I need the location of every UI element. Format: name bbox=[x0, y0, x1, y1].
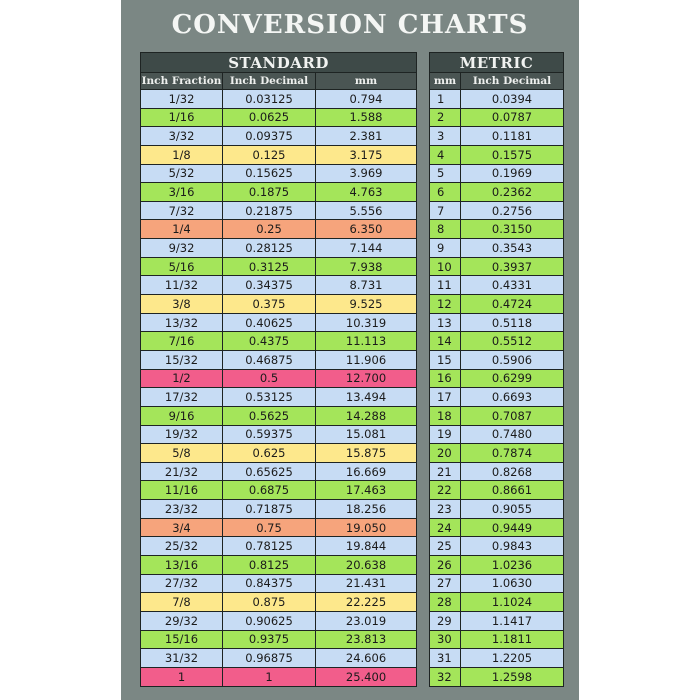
cell-decimal: 0.2362 bbox=[461, 183, 564, 202]
cell-decimal: 0.8125 bbox=[223, 556, 316, 575]
table-row bbox=[141, 611, 417, 630]
cell-mm: 1 bbox=[430, 90, 461, 109]
table-row bbox=[430, 313, 564, 332]
table-row bbox=[141, 481, 417, 500]
cell-mm: 8.731 bbox=[316, 276, 417, 295]
table-row bbox=[430, 220, 564, 239]
cell-fraction: 23/32 bbox=[141, 500, 223, 519]
table-row bbox=[141, 276, 417, 295]
cell-decimal: 0.6875 bbox=[223, 481, 316, 500]
table-row bbox=[430, 257, 564, 276]
cell-decimal: 0.71875 bbox=[223, 500, 316, 519]
cell-decimal: 0.4331 bbox=[461, 276, 564, 295]
cell-mm: 3 bbox=[430, 127, 461, 146]
cell-mm: 5 bbox=[430, 164, 461, 183]
cell-decimal: 0.21875 bbox=[223, 201, 316, 220]
table-row bbox=[430, 201, 564, 220]
cell-decimal: 0.25 bbox=[223, 220, 316, 239]
table-row bbox=[430, 611, 564, 630]
cell-mm: 3.175 bbox=[316, 145, 417, 164]
col-header-inch-fraction: Inch Fraction bbox=[141, 73, 223, 90]
table-row bbox=[430, 164, 564, 183]
cell-decimal: 0.84375 bbox=[223, 574, 316, 593]
cell-mm: 19.844 bbox=[316, 537, 417, 556]
cell-fraction: 9/16 bbox=[141, 406, 223, 425]
cell-decimal: 0.59375 bbox=[223, 425, 316, 444]
cell-decimal: 0.8268 bbox=[461, 462, 564, 481]
cell-decimal: 0.15625 bbox=[223, 164, 316, 183]
cell-mm: 11.906 bbox=[316, 350, 417, 369]
cell-decimal: 0.8661 bbox=[461, 481, 564, 500]
cell-mm: 3.969 bbox=[316, 164, 417, 183]
cell-decimal: 0.09375 bbox=[223, 127, 316, 146]
table-row bbox=[141, 90, 417, 109]
cell-mm: 1.588 bbox=[316, 108, 417, 127]
cell-mm: 6 bbox=[430, 183, 461, 202]
cell-decimal: 0.9055 bbox=[461, 500, 564, 519]
cell-mm: 16.669 bbox=[316, 462, 417, 481]
cell-decimal: 0.96875 bbox=[223, 649, 316, 668]
cell-mm: 14 bbox=[430, 332, 461, 351]
cell-decimal: 0.9843 bbox=[461, 537, 564, 556]
cell-fraction: 13/32 bbox=[141, 313, 223, 332]
table-row bbox=[430, 537, 564, 556]
cell-decimal: 0.5 bbox=[223, 369, 316, 388]
cell-decimal: 1.2598 bbox=[461, 667, 564, 686]
cell-decimal: 0.7874 bbox=[461, 444, 564, 463]
table-row bbox=[141, 462, 417, 481]
cell-decimal: 0.6299 bbox=[461, 369, 564, 388]
cell-mm: 26 bbox=[430, 556, 461, 575]
col-header-inch-decimal: Inch Decimal bbox=[461, 73, 564, 90]
cell-mm: 22.225 bbox=[316, 593, 417, 612]
cell-mm: 20.638 bbox=[316, 556, 417, 575]
cell-decimal: 1.1024 bbox=[461, 593, 564, 612]
cell-mm: 15 bbox=[430, 350, 461, 369]
table-row bbox=[141, 108, 417, 127]
cell-fraction: 5/32 bbox=[141, 164, 223, 183]
cell-mm: 30 bbox=[430, 630, 461, 649]
table-row bbox=[430, 574, 564, 593]
cell-decimal: 1.1811 bbox=[461, 630, 564, 649]
cell-decimal: 0.9449 bbox=[461, 518, 564, 537]
cell-mm: 17 bbox=[430, 388, 461, 407]
table-row bbox=[141, 295, 417, 314]
cell-mm: 2 bbox=[430, 108, 461, 127]
table-row bbox=[430, 332, 564, 351]
cell-fraction: 21/32 bbox=[141, 462, 223, 481]
cell-decimal: 0.7480 bbox=[461, 425, 564, 444]
table-row bbox=[430, 518, 564, 537]
cell-fraction: 5/16 bbox=[141, 257, 223, 276]
cell-mm: 7.144 bbox=[316, 239, 417, 258]
table-row bbox=[141, 518, 417, 537]
cell-mm: 25.400 bbox=[316, 667, 417, 686]
cell-decimal: 0.34375 bbox=[223, 276, 316, 295]
cell-fraction: 1 bbox=[141, 667, 223, 686]
cell-decimal: 0.3937 bbox=[461, 257, 564, 276]
cell-decimal: 0.90625 bbox=[223, 611, 316, 630]
table-row bbox=[430, 500, 564, 519]
cell-fraction: 5/8 bbox=[141, 444, 223, 463]
col-header-mm: mm bbox=[316, 73, 417, 90]
cell-mm: 17.463 bbox=[316, 481, 417, 500]
cell-decimal: 0.5625 bbox=[223, 406, 316, 425]
cell-mm: 10 bbox=[430, 257, 461, 276]
table-row bbox=[430, 630, 564, 649]
table-row bbox=[141, 500, 417, 519]
table-row bbox=[430, 462, 564, 481]
cell-mm: 5.556 bbox=[316, 201, 417, 220]
table-row bbox=[141, 667, 417, 686]
cell-decimal: 0.5118 bbox=[461, 313, 564, 332]
standard-table-body bbox=[141, 90, 417, 687]
cell-decimal: 0.1181 bbox=[461, 127, 564, 146]
table-row bbox=[141, 332, 417, 351]
cell-decimal: 0.1875 bbox=[223, 183, 316, 202]
table-row bbox=[430, 145, 564, 164]
cell-mm: 21 bbox=[430, 462, 461, 481]
table-row bbox=[141, 220, 417, 239]
cell-mm: 16 bbox=[430, 369, 461, 388]
col-header-inch-decimal: Inch Decimal bbox=[223, 73, 316, 90]
cell-mm: 12 bbox=[430, 295, 461, 314]
cell-fraction: 3/32 bbox=[141, 127, 223, 146]
table-row bbox=[141, 369, 417, 388]
cell-mm: 24 bbox=[430, 518, 461, 537]
cell-decimal: 0.875 bbox=[223, 593, 316, 612]
cell-decimal: 0.4375 bbox=[223, 332, 316, 351]
cell-fraction: 7/32 bbox=[141, 201, 223, 220]
cell-fraction: 9/32 bbox=[141, 239, 223, 258]
cell-decimal: 1.1417 bbox=[461, 611, 564, 630]
cell-decimal: 0.3150 bbox=[461, 220, 564, 239]
table-row bbox=[430, 388, 564, 407]
cell-mm: 18.256 bbox=[316, 500, 417, 519]
cell-fraction: 1/16 bbox=[141, 108, 223, 127]
cell-fraction: 3/16 bbox=[141, 183, 223, 202]
cell-fraction: 29/32 bbox=[141, 611, 223, 630]
cell-mm: 28 bbox=[430, 593, 461, 612]
cell-mm: 25 bbox=[430, 537, 461, 556]
table-row bbox=[430, 127, 564, 146]
cell-mm: 11.113 bbox=[316, 332, 417, 351]
table-row bbox=[430, 425, 564, 444]
table-row bbox=[141, 649, 417, 668]
cell-decimal: 0.375 bbox=[223, 295, 316, 314]
cell-mm: 13 bbox=[430, 313, 461, 332]
cell-mm: 23 bbox=[430, 500, 461, 519]
cell-mm: 8 bbox=[430, 220, 461, 239]
cell-decimal: 0.2756 bbox=[461, 201, 564, 220]
cell-mm: 14.288 bbox=[316, 406, 417, 425]
table-row bbox=[141, 127, 417, 146]
cell-fraction: 19/32 bbox=[141, 425, 223, 444]
table-row bbox=[430, 276, 564, 295]
cell-fraction: 27/32 bbox=[141, 574, 223, 593]
cell-fraction: 11/16 bbox=[141, 481, 223, 500]
cell-mm: 6.350 bbox=[316, 220, 417, 239]
cell-fraction: 3/8 bbox=[141, 295, 223, 314]
table-row bbox=[141, 350, 417, 369]
table-row bbox=[430, 369, 564, 388]
cell-mm: 11 bbox=[430, 276, 461, 295]
metric-table-body bbox=[430, 90, 564, 687]
table-row bbox=[430, 295, 564, 314]
metric-title: METRIC bbox=[430, 53, 564, 73]
cell-mm: 0.794 bbox=[316, 90, 417, 109]
table-row bbox=[430, 90, 564, 109]
cell-decimal: 0.625 bbox=[223, 444, 316, 463]
table-row bbox=[141, 556, 417, 575]
cell-mm: 15.081 bbox=[316, 425, 417, 444]
table-row bbox=[141, 593, 417, 612]
cell-decimal: 0.78125 bbox=[223, 537, 316, 556]
cell-fraction: 13/16 bbox=[141, 556, 223, 575]
cell-fraction: 15/32 bbox=[141, 350, 223, 369]
cell-decimal: 0.0394 bbox=[461, 90, 564, 109]
cell-mm: 19 bbox=[430, 425, 461, 444]
table-row bbox=[141, 183, 417, 202]
cell-fraction: 17/32 bbox=[141, 388, 223, 407]
cell-decimal: 0.125 bbox=[223, 145, 316, 164]
standard-title: STANDARD bbox=[141, 53, 417, 73]
cell-decimal: 0.3543 bbox=[461, 239, 564, 258]
cell-decimal: 1.2205 bbox=[461, 649, 564, 668]
cell-decimal: 0.40625 bbox=[223, 313, 316, 332]
table-row bbox=[141, 201, 417, 220]
metric-table bbox=[429, 52, 564, 687]
cell-fraction: 3/4 bbox=[141, 518, 223, 537]
cell-mm: 4.763 bbox=[316, 183, 417, 202]
cell-mm: 9 bbox=[430, 239, 461, 258]
cell-mm: 18 bbox=[430, 406, 461, 425]
table-row bbox=[141, 630, 417, 649]
table-row bbox=[430, 649, 564, 668]
table-row bbox=[141, 239, 417, 258]
cell-fraction: 7/16 bbox=[141, 332, 223, 351]
cell-fraction: 11/32 bbox=[141, 276, 223, 295]
table-row bbox=[430, 350, 564, 369]
cell-mm: 12.700 bbox=[316, 369, 417, 388]
cell-fraction: 7/8 bbox=[141, 593, 223, 612]
table-row bbox=[141, 406, 417, 425]
cell-decimal: 0.0787 bbox=[461, 108, 564, 127]
table-row bbox=[141, 444, 417, 463]
table-row bbox=[141, 388, 417, 407]
table-row bbox=[430, 183, 564, 202]
cell-fraction: 1/32 bbox=[141, 90, 223, 109]
table-row bbox=[430, 108, 564, 127]
table-row bbox=[430, 667, 564, 686]
table-row bbox=[430, 444, 564, 463]
cell-fraction: 15/16 bbox=[141, 630, 223, 649]
table-row bbox=[141, 145, 417, 164]
cell-mm: 27 bbox=[430, 574, 461, 593]
table-row bbox=[430, 239, 564, 258]
table-row bbox=[141, 257, 417, 276]
cell-decimal: 0.1575 bbox=[461, 145, 564, 164]
cell-decimal: 0.1969 bbox=[461, 164, 564, 183]
cell-decimal: 0.46875 bbox=[223, 350, 316, 369]
cell-fraction: 1/2 bbox=[141, 369, 223, 388]
cell-decimal: 0.5512 bbox=[461, 332, 564, 351]
cell-mm: 23.813 bbox=[316, 630, 417, 649]
cell-mm: 32 bbox=[430, 667, 461, 686]
cell-decimal: 1.0630 bbox=[461, 574, 564, 593]
table-row bbox=[430, 593, 564, 612]
cell-mm: 24.606 bbox=[316, 649, 417, 668]
cell-decimal: 0.28125 bbox=[223, 239, 316, 258]
cell-decimal: 0.03125 bbox=[223, 90, 316, 109]
cell-decimal: 0.75 bbox=[223, 518, 316, 537]
cell-mm: 10.319 bbox=[316, 313, 417, 332]
cell-mm: 19.050 bbox=[316, 518, 417, 537]
cell-fraction: 25/32 bbox=[141, 537, 223, 556]
table-row bbox=[141, 164, 417, 183]
col-header-mm: mm bbox=[430, 73, 461, 90]
table-row bbox=[430, 556, 564, 575]
cell-mm: 22 bbox=[430, 481, 461, 500]
cell-decimal: 1 bbox=[223, 667, 316, 686]
conversion-chart-poster bbox=[121, 0, 579, 700]
cell-mm: 13.494 bbox=[316, 388, 417, 407]
cell-decimal: 0.4724 bbox=[461, 295, 564, 314]
cell-fraction: 31/32 bbox=[141, 649, 223, 668]
cell-mm: 2.381 bbox=[316, 127, 417, 146]
cell-mm: 7 bbox=[430, 201, 461, 220]
page-title: CONVERSION CHARTS bbox=[171, 10, 529, 40]
table-row bbox=[141, 313, 417, 332]
cell-mm: 7.938 bbox=[316, 257, 417, 276]
table-row bbox=[430, 406, 564, 425]
cell-mm: 31 bbox=[430, 649, 461, 668]
cell-mm: 15.875 bbox=[316, 444, 417, 463]
cell-mm: 29 bbox=[430, 611, 461, 630]
cell-decimal: 0.7087 bbox=[461, 406, 564, 425]
table-row bbox=[141, 425, 417, 444]
table-row bbox=[430, 481, 564, 500]
cell-decimal: 1.0236 bbox=[461, 556, 564, 575]
cell-fraction: 1/8 bbox=[141, 145, 223, 164]
cell-decimal: 0.5906 bbox=[461, 350, 564, 369]
standard-table bbox=[140, 52, 417, 687]
cell-fraction: 1/4 bbox=[141, 220, 223, 239]
cell-decimal: 0.65625 bbox=[223, 462, 316, 481]
cell-mm: 4 bbox=[430, 145, 461, 164]
cell-mm: 21.431 bbox=[316, 574, 417, 593]
table-row bbox=[141, 574, 417, 593]
table-row bbox=[141, 537, 417, 556]
cell-mm: 20 bbox=[430, 444, 461, 463]
cell-decimal: 0.9375 bbox=[223, 630, 316, 649]
cell-decimal: 0.0625 bbox=[223, 108, 316, 127]
cell-mm: 9.525 bbox=[316, 295, 417, 314]
cell-decimal: 0.3125 bbox=[223, 257, 316, 276]
cell-mm: 23.019 bbox=[316, 611, 417, 630]
cell-decimal: 0.53125 bbox=[223, 388, 316, 407]
cell-decimal: 0.6693 bbox=[461, 388, 564, 407]
